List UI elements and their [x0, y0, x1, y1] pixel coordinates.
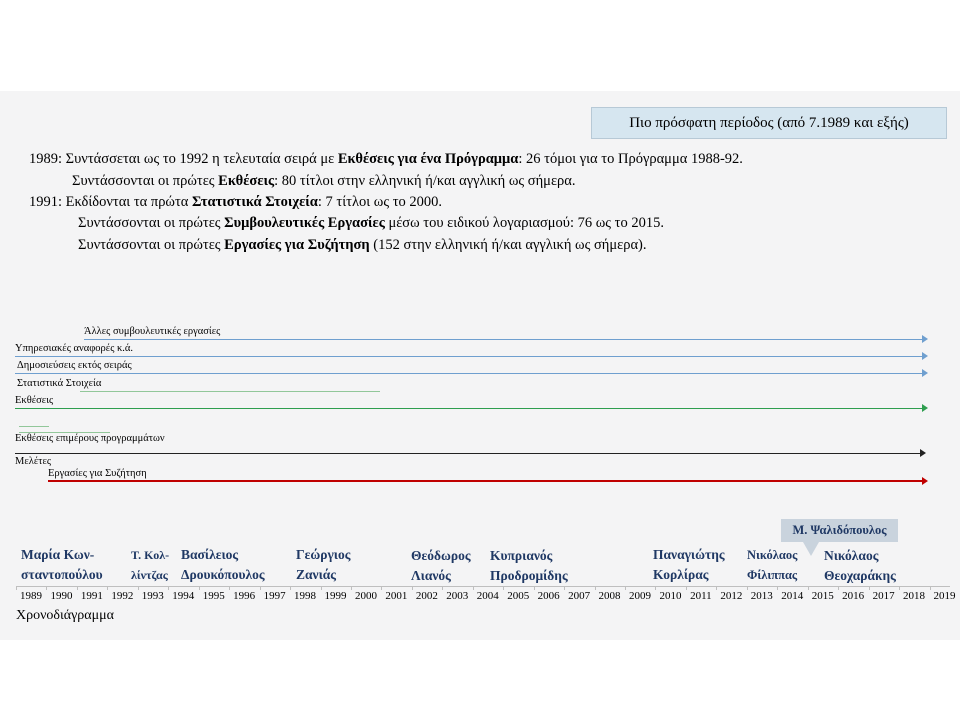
series-label: Στατιστικά Στοιχεία — [17, 378, 102, 389]
person-name: Γεώργιος Ζανιάς — [296, 547, 351, 582]
callout-label: Μ. Ψαλιδόπουλος — [781, 519, 898, 542]
series-label: Δημοσιεύσεις εκτός σειράς — [17, 360, 132, 371]
arrow-head-icon — [920, 449, 926, 457]
arrow-head-icon — [922, 404, 928, 412]
text-fragment: : 26 τόμοι για το Πρόγραμμα 1988-92. — [518, 151, 743, 167]
year-label: 2010 — [659, 590, 682, 602]
text-fragment: : 80 τίτλοι στην ελληνική ή/και αγγλική ως σήμερα. — [274, 173, 576, 189]
person-name: Νικόλαος Φίλιππας — [747, 548, 798, 582]
year-label: 1997 — [263, 590, 286, 602]
year-label: 1994 — [172, 590, 195, 602]
text-fragment: 1991: Εκδίδονται τα πρώτα — [29, 194, 193, 210]
series-arrow — [15, 356, 926, 357]
text-fragment: Συντάσσονται οι πρώτες — [72, 173, 219, 189]
text-line — [29, 194, 442, 211]
person-name: Τ. Κολ- λίντζας — [131, 548, 170, 582]
text-fragment: : 7 τίτλοι ως το 2000. — [317, 194, 443, 210]
year-label: 2011 — [690, 590, 712, 602]
person-name: Κυπριανός Προδρομίδης — [490, 548, 568, 583]
series-label: Εκθέσεις — [15, 395, 54, 406]
bold-term: Εκθέσεις — [218, 173, 275, 189]
year-label: 1998 — [294, 590, 317, 602]
year-label: 1990 — [50, 590, 73, 602]
year-label: 1989 — [20, 590, 42, 602]
series-label: Μελέτες — [15, 456, 52, 467]
year-label: 2018 — [903, 590, 926, 602]
year-label: 1995 — [202, 590, 225, 602]
axis-title: Χρονοδιάγραμμα — [16, 608, 114, 623]
series-arrow — [15, 453, 924, 454]
bold-term: Εκθέσεις για ένα Πρόγραμμα — [337, 151, 519, 167]
arrow-head-icon — [922, 335, 928, 343]
bold-term: Συμβουλευτικές Εργασίες — [224, 215, 385, 231]
series-arrow — [48, 480, 926, 482]
callout-pointer — [803, 542, 819, 556]
series-label: Εκθέσεις επιμέρους προγραμμάτων — [15, 433, 165, 444]
year-label: 1996 — [233, 590, 256, 602]
series-label: Εργασίες για Συζήτηση — [48, 468, 147, 479]
year-label: 1993 — [141, 590, 164, 602]
year-label: 2015 — [811, 590, 834, 602]
period-box: Πιο πρόσφατη περίοδος (από 7.1989 και εξής) — [591, 107, 947, 139]
person-name: Μαρία Κων- σταντοπούλου — [21, 547, 103, 582]
text-fragment: (152 στην ελληνική ή/και αγγλική ως σήμερα). — [369, 237, 647, 253]
series-arrow — [15, 408, 926, 409]
year-label: 2012 — [720, 590, 743, 602]
year-label: 2017 — [872, 590, 895, 602]
year-label: 2014 — [781, 590, 804, 602]
year-label: 1999 — [324, 590, 347, 602]
bold-term: Εργασίες για Συζήτηση — [224, 237, 370, 253]
series-label: Άλλες συμβουλευτικές εργασίες — [84, 326, 221, 337]
series-label: Υπηρεσιακές αναφορές κ.ά. — [15, 343, 134, 354]
year-label: 2001 — [385, 590, 408, 602]
series-arrow — [15, 373, 926, 374]
text-line — [78, 237, 647, 254]
year-label: 2003 — [446, 590, 469, 602]
year-label: 2009 — [629, 590, 651, 602]
arrow-head-icon — [922, 352, 928, 360]
year-label: 2004 — [476, 590, 499, 602]
person-name: Νικόλαος Θεοχαράκης — [824, 548, 896, 583]
year-label: 2007 — [568, 590, 591, 602]
year-label: 2008 — [598, 590, 621, 602]
year-label: 2005 — [507, 590, 530, 602]
year-label: 1991 — [80, 590, 103, 602]
year-label: 2019 — [933, 590, 956, 602]
year-label: 2002 — [415, 590, 438, 602]
year-label: 2016 — [842, 590, 865, 602]
year-label: 1992 — [111, 590, 134, 602]
arrow-head-icon — [922, 477, 928, 485]
text-fragment: 1989: Συντάσσεται ως το 1992 η τελευταία σειρά με — [29, 151, 338, 167]
arrow-head-icon — [922, 369, 928, 377]
year-label: 2000 — [354, 590, 377, 602]
year-axis — [16, 586, 950, 587]
text-line — [78, 215, 664, 232]
bold-term: Στατιστικά Στοιχεία — [192, 194, 318, 210]
text-line — [72, 173, 576, 190]
text-fragment: Συντάσσονται οι πρώτες — [78, 215, 225, 231]
text-line — [29, 151, 743, 168]
series-arrow — [84, 339, 926, 340]
person-name: Παναγιώτης Κορλίρας — [653, 547, 725, 582]
year-label: 2013 — [750, 590, 773, 602]
year-label: 2006 — [537, 590, 560, 602]
text-fragment: μέσω του ειδικού λογαριασμού: 76 ως το 2015. — [384, 215, 664, 231]
person-name: Θεόδωρος Λιανός — [411, 548, 471, 583]
text-fragment: Συντάσσονται οι πρώτες — [78, 237, 225, 253]
series-segment — [80, 391, 380, 392]
series-segment — [19, 426, 49, 427]
person-name: Βασίλειος Δρουκόπουλος — [181, 547, 265, 582]
